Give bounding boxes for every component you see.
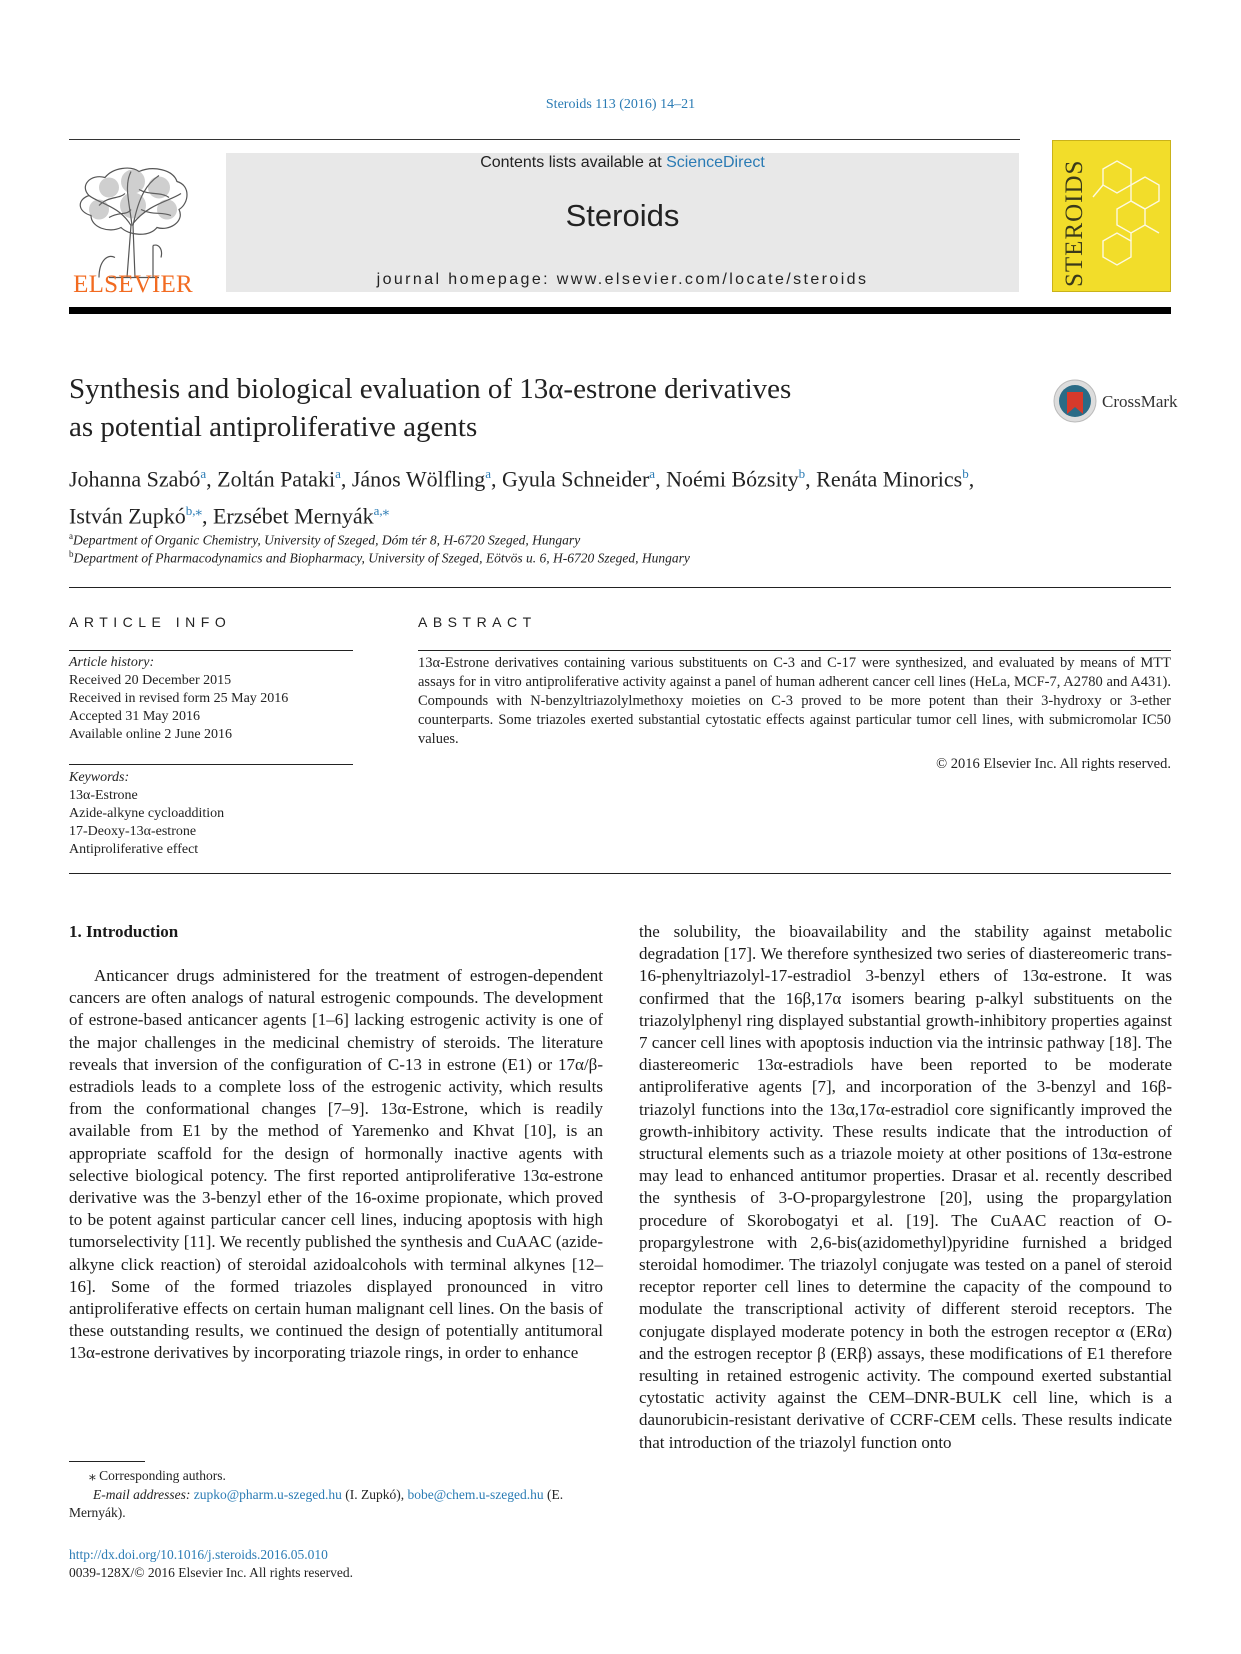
contents-prefix: Contents lists available at <box>480 154 667 171</box>
email-link-zupko[interactable]: zupko@pharm.u-szeged.hu <box>193 1487 342 1502</box>
section-heading-introduction: 1. Introduction <box>69 922 179 941</box>
article-info-rule <box>69 650 353 651</box>
email-label: E-mail addresses: <box>93 1487 191 1502</box>
affiliation-text: Department of Pharmacodynamics and Biopharmacy, University of Szeged, Eötvös u. 6, H-6720 Szeged, Hungary <box>73 550 690 566</box>
email-owner: (E. Mernyák). <box>69 1487 564 1520</box>
contents-available-line <box>226 154 1019 172</box>
body-paragraph: Anticancer drugs administered for the treatment of estrogen-dependent cancers are often analogs of natural estrogenic compounds. The development of estrone-based anticancer agents [1–6] lacking estrogenic activity is one of the major challenges in the medicinal chemistry of steroids. The literature reveals that inversion of the configuration of C-13 in estrone (E1) or 17α/β-estradiols leads to a complete loss of the estrogenic activity, which results from the conformational changes [7–9]. 13α-Estrone, which is readily available from E1 by the method of Yaremenko and Khvat [10], is an appropriate scaffold for the design of hormonally inactive agents with selective biological potency. The first reported antiproliferative 13α-estrone derivative was the 3-benzyl ether of the 16-oxime propionate, which proved to be potent against particular cancer cell lines, inducing apoptosis with high tumorselectivity [11]. We recently published the synthesis and CuAAC (azide-alkyne click reaction) of steroidal azidoalcohols with terminal alkynes [12–16]. Some of the formed triazoles displayed pronounced in vitro antiproliferative effects on certain human malignant cell lines. On the basis of these outstanding results, we continued the design of potentially antitumoral 13α-estrone derivatives by incorporating triazole rings, in order to enhance <box>69 966 604 1363</box>
body-column-right <box>639 921 1172 1454</box>
keywords-rule <box>69 764 353 765</box>
keyword-item: Azide-alkyne cycloaddition <box>69 806 225 821</box>
keyword-item: 13α-Estrone <box>69 788 138 803</box>
keywords-block <box>69 769 359 859</box>
email-link-mernyak[interactable]: bobe@chem.u-szeged.hu <box>407 1487 544 1502</box>
body-paragraph: the solubility, the bioavailability and the stability against metabolic degradation [17]. We therefore synthesized two series of diastereomeric trans-16-phenyltriazolyl-17-estradiol 3-benzyl ethers of 13α-estrone. It was confirmed that the 16β,17α isomers bearing p-alkyl substituents on the triazolylphenyl ring displayed substantial growth-inhibitory properties against 7 cancer cell lines with apoptosis induction via the intrinsic pathway [18]. The diastereomeric 13α-estradiols have been reported to be moderate antiproliferative agents [7], and incorporation of the 3-benzyl and 16β-triazolyl functions into the 13α,17α-estradiol core significantly improved the growth-inhibitory activity. These results indicate that the introduction of structural elements such as a triazole moiety at other positions of 13α-estrone may lead to enhanced antitumor properties. Drasar et al. recently described the synthesis of 3-O-propargylestrone [20], using the propargylation procedure of Skorobogatyi et al. [19]. The CuAAC reaction of O-propargylestrone with 2,6-bis(azidomethyl)pyridine furnished a bridged steroidal homodimer. The triazolyl conjugate was tested on a panel of steroid receptor reporter cell lines to determine the capacity of the compound to modulate the transcriptional activity of different steroid receptors. The conjugate displayed moderate potency in both the estrogen receptor α (ERα) and the estrogen receptor β (ERβ) assays, these modifications of E1 therefore resulting in retained estrogenic activity. The compound exerted substantial cytostatic activity against the CEM–DNR-BULK cell line, which is a daunorubicin-resistant derivative of CCRF-CEM cells. These results indicate that introduction of the triazolyl function onto <box>639 922 1172 1452</box>
email-owner: (I. Zupkó), <box>345 1487 405 1502</box>
affiliation-key: b <box>69 549 74 559</box>
author-affiliation-mark[interactable]: a,⁎ <box>373 503 390 519</box>
cover-journal-name: STEROIDS <box>1061 159 1088 287</box>
keyword-item: Antiproliferative effect <box>69 842 199 857</box>
author-name[interactable]: Johanna Szabó <box>69 466 201 492</box>
doi-link[interactable]: http://dx.doi.org/10.1016/j.steroids.2016.05.010 <box>69 1547 328 1562</box>
author-affiliation-mark[interactable]: b,⁎ <box>185 503 202 519</box>
journal-masthead <box>226 153 1019 292</box>
history-item: Accepted 31 May 2016 <box>69 709 201 724</box>
elsevier-wordmark: ELSEVIER <box>73 271 193 298</box>
author-name[interactable]: János Wölfling <box>351 466 486 492</box>
molecule-pattern-icon <box>1083 149 1169 289</box>
abstract-rule <box>418 650 1171 651</box>
keywords-label: Keywords: <box>69 770 130 785</box>
author-affiliation-mark[interactable]: a <box>335 466 341 481</box>
crossmark-icon[interactable] <box>1052 378 1098 424</box>
front-matter-bottom-rule <box>69 873 1171 874</box>
article-history <box>69 654 359 744</box>
title-line-2: as potential antiproliferative agents <box>69 411 478 443</box>
author-name[interactable]: Noémi Bózsity <box>666 466 799 492</box>
author-name[interactable]: Erzsébet Mernyák <box>212 503 374 529</box>
title-line-1: Synthesis and biological evaluation of 13α-estrone derivatives <box>69 373 792 405</box>
history-item: Received 20 December 2015 <box>69 673 232 688</box>
author-affiliation-mark[interactable]: a <box>649 466 656 481</box>
author-affiliation-mark[interactable]: b <box>962 466 969 481</box>
keyword-item: 17-Deoxy-13α-estrone <box>69 824 197 839</box>
article-title <box>69 370 969 446</box>
affiliation-key: a <box>69 531 73 541</box>
journal-title: Steroids <box>565 198 680 233</box>
email-addresses <box>69 1486 603 1522</box>
affiliation-b <box>69 549 690 567</box>
affiliation-a <box>69 531 580 549</box>
author-list: Johanna Szabó$^a$, Zoltán Pataki$^a$, János Wölfling$^a$, Gyula Schneider$^a$, Noémi Bózsity$^b$, Renáta Minorics$^b$, István Zupkó$^{b,⁎}$, Erzsébet Mernyák$^{a,⁎}$ <box>69 466 975 529</box>
corresponding-authors-note: ⁎ Corresponding authors. <box>89 1468 226 1483</box>
author-name[interactable]: István Zupkó <box>69 503 186 529</box>
abstract-copyright: © 2016 Elsevier Inc. All rights reserved. <box>936 756 1171 772</box>
author-name[interactable]: Gyula Schneider <box>502 466 650 492</box>
author-name[interactable]: Renáta Minorics <box>816 466 963 492</box>
author-name[interactable]: Zoltán Pataki <box>217 466 336 492</box>
author-affiliation-mark[interactable]: a <box>485 466 492 481</box>
author-affiliation-mark[interactable]: b <box>798 466 806 481</box>
body-column-left <box>69 965 603 1365</box>
crossmark-label[interactable]: CrossMark <box>1102 392 1178 411</box>
front-matter-rule <box>69 587 1171 588</box>
author-affiliation-mark[interactable]: a <box>200 466 207 481</box>
history-item: Available online 2 June 2016 <box>69 727 233 742</box>
journal-cover-thumbnail <box>1052 140 1171 292</box>
history-label: Article history: <box>69 655 155 670</box>
article-info-heading: ARTICLE INFO <box>69 614 232 630</box>
abstract-text: 13α-Estrone derivatives containing various substituents on C-3 and C-17 were synthesized, and evaluated by means of MTT assays for in vitro antiproliferative activity against a panel of human adherent cancer cell lines (HeLa, MCF-7, A2780 and A431). Compounds with N-benzyltriazolylmethoxy moieties on C-3 proved to be more potent than their 3-hydroxy or 3-ether counterparts. Some triazoles exerted substantial cytostatic effects against particular tumor cell lines, with submicromolar IC50 values. <box>418 655 1171 747</box>
history-item: Received in revised form 25 May 2016 <box>69 691 289 706</box>
affiliation-text: Department of Organic Chemistry, University of Szeged, Dóm tér 8, H-6720 Szeged, Hungary <box>73 532 581 548</box>
sciencedirect-link[interactable]: ScienceDirect <box>666 154 765 171</box>
journal-homepage-link[interactable]: journal homepage: www.elsevier.com/locate/steroids <box>376 271 869 288</box>
issn-copyright: 0039-128X/© 2016 Elsevier Inc. All rights reserved. <box>69 1565 353 1580</box>
footnote-rule <box>69 1461 145 1462</box>
abstract-heading: ABSTRACT <box>418 614 537 630</box>
journal-reference-link[interactable]: Steroids 113 (2016) 14–21 <box>545 97 696 112</box>
header-thick-rule <box>69 307 1171 314</box>
header-rule <box>69 139 1020 140</box>
